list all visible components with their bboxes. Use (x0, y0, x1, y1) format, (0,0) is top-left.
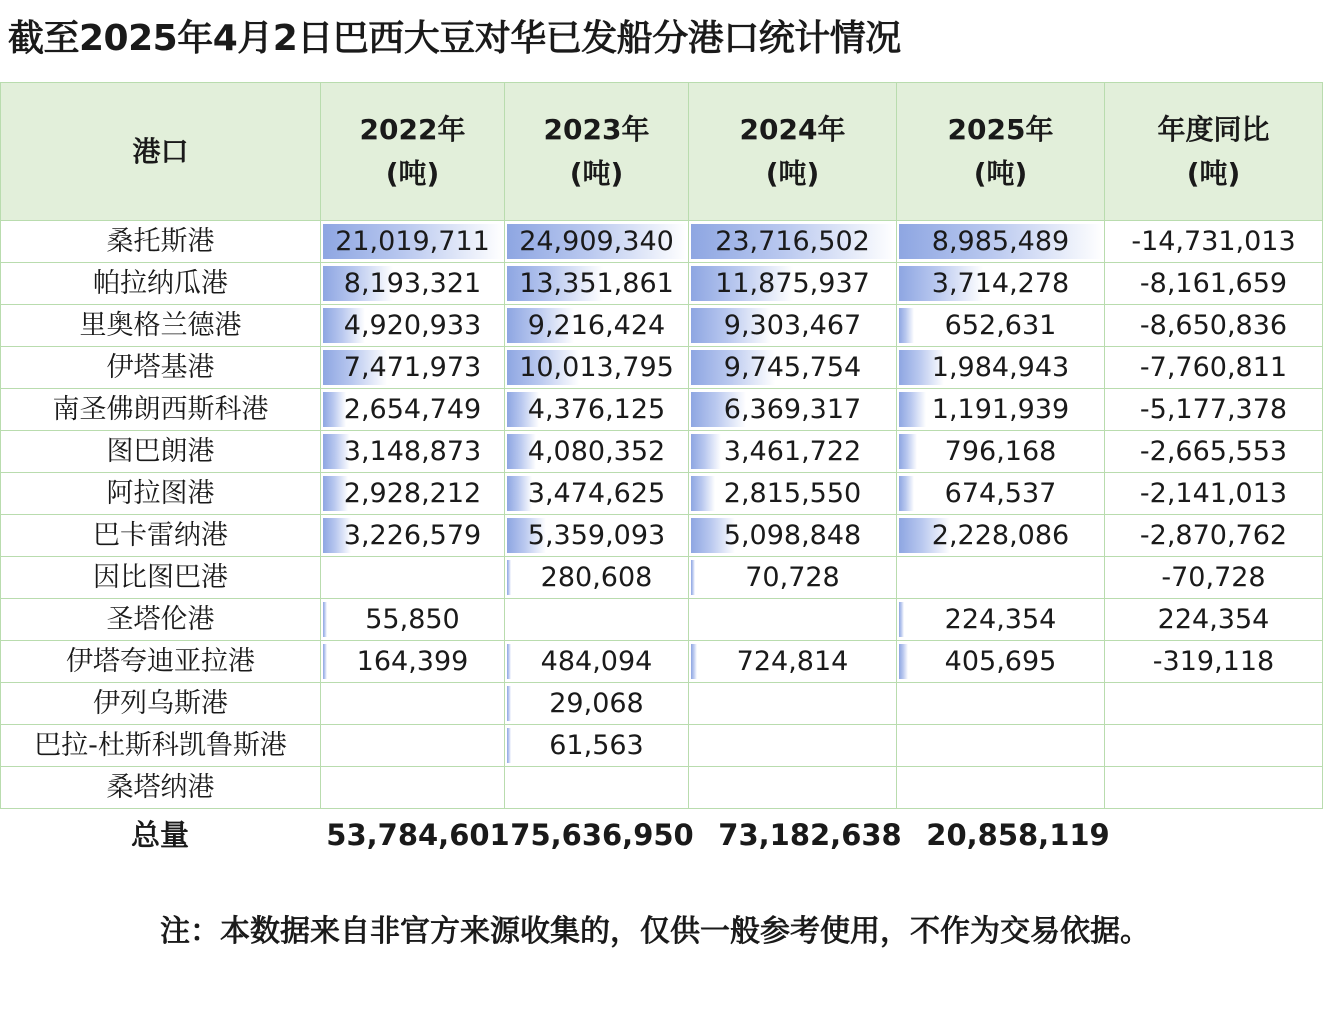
table-row (1, 473, 1323, 515)
total-2022: 53,784,601 (326, 818, 510, 852)
table-row (1, 347, 1323, 389)
port-name-cell: 桑托斯港 (1, 221, 321, 263)
value-cell-2025 (897, 683, 1105, 725)
table-row (1, 599, 1323, 641)
table-row (1, 557, 1323, 599)
cell-value: 796,168 (944, 436, 1057, 467)
header-row (1, 83, 1323, 221)
port-name-cell: 伊塔基港 (1, 347, 321, 389)
value-cell-2022 (321, 305, 505, 347)
value-cell-2023 (505, 305, 689, 347)
data-bar (691, 644, 697, 679)
header-2023: 2023年 (吨) (505, 83, 689, 221)
value-cell-2024 (689, 431, 897, 473)
cell-value: 1,191,939 (931, 394, 1070, 425)
data-bar (899, 644, 908, 679)
table-row (1, 767, 1323, 809)
data-bar (691, 434, 721, 469)
header-2024: 2024年 (吨) (689, 83, 897, 221)
table-row (1, 641, 1323, 683)
cell-value: 2,228,086 (931, 520, 1070, 551)
value-cell-2022 (321, 473, 505, 515)
yoy-cell (1105, 683, 1323, 725)
disclaimer-note: 注：本数据来自非官方来源收集的，仅供一般参考使用，不作为交易依据。 (160, 914, 1150, 949)
table-row (1, 389, 1323, 431)
cell-value: 405,695 (944, 646, 1057, 677)
cell-value: 13,351,861 (519, 268, 674, 299)
value-cell-2024 (689, 683, 897, 725)
data-bar (899, 476, 914, 511)
value-cell-2022 (321, 515, 505, 557)
value-cell-2024 (689, 557, 897, 599)
cell-value: 2,654,749 (343, 394, 482, 425)
cell-value: 5,359,093 (527, 520, 666, 551)
value-cell-2022 (321, 641, 505, 683)
yoy-cell: -8,650,836 (1105, 305, 1323, 347)
page-title: 截至2025年4月2日巴西大豆对华已发船分港口统计情况 (8, 18, 901, 59)
value-cell-2025 (897, 431, 1105, 473)
data-bar (691, 560, 695, 595)
value-cell-2023 (505, 431, 689, 473)
yoy-cell: -70,728 (1105, 557, 1323, 599)
table-row (1, 515, 1323, 557)
data-bar (507, 686, 511, 721)
cell-value: 3,714,278 (931, 268, 1070, 299)
value-cell-2023 (505, 347, 689, 389)
value-cell-2025 (897, 557, 1105, 599)
value-cell-2025 (897, 515, 1105, 557)
value-cell-2025 (897, 725, 1105, 767)
value-cell-2025 (897, 263, 1105, 305)
cell-value: 70,728 (745, 562, 840, 593)
value-cell-2024 (689, 263, 897, 305)
cell-value: 3,474,625 (527, 478, 666, 509)
table-row (1, 725, 1323, 767)
header-2022: 2022年 (吨) (321, 83, 505, 221)
cell-value: 652,631 (944, 310, 1057, 341)
value-cell-2022 (321, 683, 505, 725)
value-cell-2023 (505, 389, 689, 431)
cell-value: 164,399 (356, 646, 469, 677)
total-2023: 75,636,950 (510, 818, 694, 852)
yoy-cell: -5,177,378 (1105, 389, 1323, 431)
value-cell-2025 (897, 599, 1105, 641)
value-cell-2022 (321, 221, 505, 263)
yoy-cell (1105, 725, 1323, 767)
data-bar (507, 560, 511, 595)
cell-value: 23,716,502 (715, 226, 870, 257)
value-cell-2023 (505, 557, 689, 599)
cell-value: 280,608 (540, 562, 653, 593)
total-label: 总量 (130, 818, 189, 852)
total-row (0, 808, 1324, 862)
yoy-cell: -8,161,659 (1105, 263, 1323, 305)
value-cell-2023 (505, 767, 689, 809)
yoy-cell: -319,118 (1105, 641, 1323, 683)
yoy-cell: -2,141,013 (1105, 473, 1323, 515)
cell-value: 6,369,317 (723, 394, 862, 425)
value-cell-2024 (689, 389, 897, 431)
value-cell-2022 (321, 347, 505, 389)
cell-value: 21,019,711 (335, 226, 490, 257)
header-yoy: 年度同比 (吨) (1105, 83, 1323, 221)
total-2025: 20,858,119 (926, 818, 1110, 852)
port-name-cell: 里奥格兰德港 (1, 305, 321, 347)
value-cell-2023 (505, 641, 689, 683)
value-cell-2024 (689, 305, 897, 347)
yoy-cell: -7,760,811 (1105, 347, 1323, 389)
value-cell-2024 (689, 515, 897, 557)
yoy-cell (1105, 767, 1323, 809)
value-cell-2023 (505, 221, 689, 263)
value-cell-2024 (689, 599, 897, 641)
yoy-cell: -2,870,762 (1105, 515, 1323, 557)
cell-value: 9,745,754 (723, 352, 862, 383)
header-2025: 2025年 (吨) (897, 83, 1105, 221)
cell-value: 2,815,550 (723, 478, 862, 509)
data-bar (899, 392, 926, 427)
value-cell-2025 (897, 305, 1105, 347)
value-cell-2022 (321, 263, 505, 305)
cell-value: 55,850 (365, 604, 460, 635)
header-port: 港口 (1, 83, 321, 221)
port-name-cell: 帕拉纳瓜港 (1, 263, 321, 305)
table-row (1, 305, 1323, 347)
cell-value: 2,928,212 (343, 478, 482, 509)
cell-value: 9,303,467 (723, 310, 862, 341)
value-cell-2024 (689, 221, 897, 263)
cell-value: 3,226,579 (343, 520, 482, 551)
value-cell-2025 (897, 221, 1105, 263)
value-cell-2023 (505, 683, 689, 725)
value-cell-2024 (689, 725, 897, 767)
cell-value: 224,354 (944, 604, 1057, 635)
port-name-cell: 图巴朗港 (1, 431, 321, 473)
value-cell-2025 (897, 641, 1105, 683)
cell-value: 8,985,489 (931, 226, 1070, 257)
cell-value: 24,909,340 (519, 226, 674, 257)
table-row (1, 683, 1323, 725)
port-name-cell: 南圣佛朗西斯科港 (1, 389, 321, 431)
value-cell-2022 (321, 389, 505, 431)
cell-value: 4,920,933 (343, 310, 482, 341)
cell-value: 4,376,125 (527, 394, 666, 425)
data-bar (899, 602, 904, 637)
table-row (1, 221, 1323, 263)
table-body (1, 221, 1323, 809)
data-bar (323, 602, 327, 637)
yoy-cell: -14,731,013 (1105, 221, 1323, 263)
value-cell-2025 (897, 389, 1105, 431)
port-name-cell: 桑塔纳港 (1, 767, 321, 809)
value-cell-2023 (505, 725, 689, 767)
total-2024: 73,182,638 (718, 818, 902, 852)
cell-value: 8,193,321 (343, 268, 482, 299)
port-name-cell: 因比图巴港 (1, 557, 321, 599)
cell-value: 9,216,424 (527, 310, 666, 341)
cell-value: 4,080,352 (527, 436, 666, 467)
port-shipment-table (0, 82, 1323, 809)
cell-value: 484,094 (540, 646, 653, 677)
yoy-cell: -2,665,553 (1105, 431, 1323, 473)
value-cell-2022 (321, 431, 505, 473)
value-cell-2022 (321, 767, 505, 809)
data-bar (507, 644, 511, 679)
value-cell-2022 (321, 557, 505, 599)
cell-value: 674,537 (944, 478, 1057, 509)
cell-value: 1,984,943 (931, 352, 1070, 383)
cell-value: 10,013,795 (519, 352, 674, 383)
cell-value: 3,148,873 (343, 436, 482, 467)
data-bar (323, 644, 327, 679)
value-cell-2022 (321, 599, 505, 641)
value-cell-2024 (689, 641, 897, 683)
yoy-cell: 224,354 (1105, 599, 1323, 641)
data-bar (691, 476, 715, 511)
cell-value: 5,098,848 (723, 520, 862, 551)
data-bar (899, 308, 914, 343)
cell-value: 7,471,973 (343, 352, 482, 383)
cell-value: 11,875,937 (715, 268, 870, 299)
value-cell-2023 (505, 599, 689, 641)
cell-value: 724,814 (736, 646, 849, 677)
value-cell-2025 (897, 473, 1105, 515)
port-name-cell: 巴拉-杜斯科凯鲁斯港 (1, 725, 321, 767)
table-row (1, 431, 1323, 473)
port-name-cell: 伊列乌斯港 (1, 683, 321, 725)
value-cell-2024 (689, 473, 897, 515)
value-cell-2023 (505, 473, 689, 515)
value-cell-2024 (689, 347, 897, 389)
cell-value: 61,563 (549, 730, 644, 761)
port-name-cell: 巴卡雷纳港 (1, 515, 321, 557)
table-row (1, 263, 1323, 305)
value-cell-2025 (897, 347, 1105, 389)
value-cell-2022 (321, 725, 505, 767)
value-cell-2024 (689, 767, 897, 809)
port-name-cell: 阿拉图港 (1, 473, 321, 515)
value-cell-2023 (505, 263, 689, 305)
data-bar (507, 728, 511, 763)
data-bar (899, 434, 917, 469)
cell-value: 3,461,722 (723, 436, 862, 467)
value-cell-2023 (505, 515, 689, 557)
value-cell-2025 (897, 767, 1105, 809)
data-bar (323, 392, 346, 427)
port-name-cell: 圣塔伦港 (1, 599, 321, 641)
port-name-cell: 伊塔夸迪亚拉港 (1, 641, 321, 683)
cell-value: 29,068 (549, 688, 644, 719)
